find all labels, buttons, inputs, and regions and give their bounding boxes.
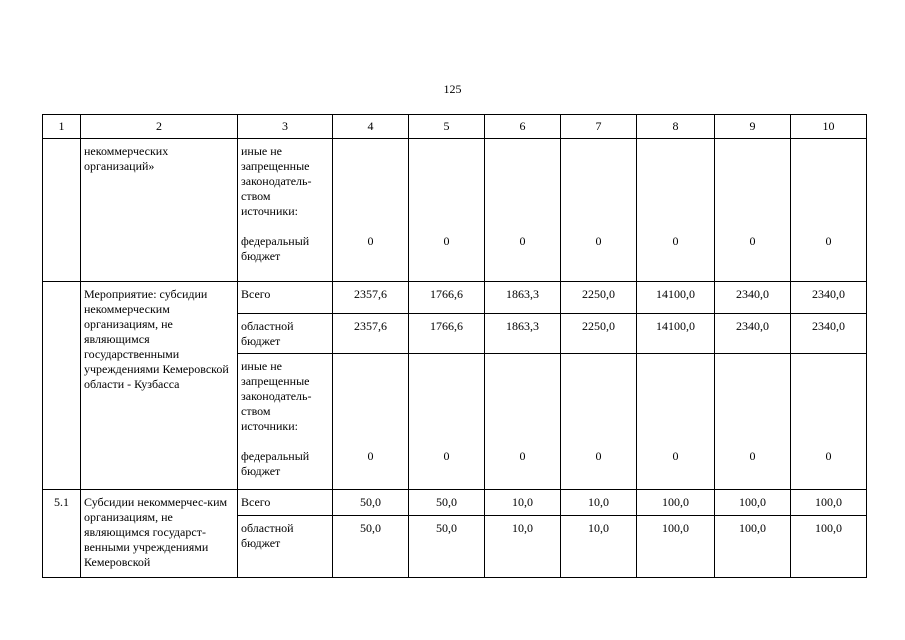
value-cell: 2357,6 [333, 314, 409, 354]
value-cell: 0 [409, 139, 485, 282]
value-cell: 1863,3 [485, 314, 561, 354]
header-cell: 6 [485, 115, 561, 139]
value-cell: 1766,6 [409, 282, 485, 314]
value-cell: 100,0 [715, 490, 791, 516]
value-cell: 100,0 [715, 516, 791, 578]
event-name-cell: Мероприятие: субсидии некоммерческим организациям, не являющимся государственными учреждениями Кемеровской области - Кузбасса [81, 282, 238, 490]
value-cell: 0 [485, 139, 561, 282]
value-cell: 50,0 [333, 516, 409, 578]
source-label: федеральный бюджет [241, 449, 310, 478]
source-cell: областной бюджет [238, 314, 333, 354]
value-cell: 2340,0 [791, 314, 867, 354]
value-cell: 50,0 [333, 490, 409, 516]
value-cell: 2250,0 [561, 282, 637, 314]
row-number-cell: 5.1 [43, 490, 81, 578]
value-cell: 0 [637, 139, 715, 282]
table-row [43, 139, 867, 282]
value-cell: 2340,0 [715, 282, 791, 314]
value-cell: 0 [333, 139, 409, 282]
header-cell: 4 [333, 115, 409, 139]
value-cell: 1863,3 [485, 282, 561, 314]
source-label: федеральный бюджет [241, 234, 310, 263]
header-cell: 1 [43, 115, 81, 139]
row-number-cell [43, 282, 81, 490]
value-cell: 50,0 [409, 490, 485, 516]
table-row [43, 282, 867, 314]
value-cell: 2357,6 [333, 282, 409, 314]
value-cell: 0 [791, 354, 867, 490]
value-cell: 0 [715, 139, 791, 282]
value-cell: 100,0 [791, 516, 867, 578]
source-label: иные не запрещенные законодатель-ством источники: [241, 144, 312, 218]
budget-table [42, 114, 867, 578]
source-cell: Всего [238, 490, 333, 516]
value-cell: 0 [333, 354, 409, 490]
value-cell: 10,0 [485, 516, 561, 578]
value-cell: 0 [561, 139, 637, 282]
value-cell: 0 [485, 354, 561, 490]
value-cell: 50,0 [409, 516, 485, 578]
value-cell: 10,0 [485, 490, 561, 516]
event-name-cell: некоммерческих организаций» [81, 139, 238, 282]
value-cell: 10,0 [561, 490, 637, 516]
value-cell: 100,0 [637, 490, 715, 516]
header-cell: 2 [81, 115, 238, 139]
source-cell [238, 139, 333, 282]
value-cell: 0 [561, 354, 637, 490]
value-cell: 100,0 [791, 490, 867, 516]
value-cell: 10,0 [561, 516, 637, 578]
event-name-cell: Субсидии некоммерчес-ким организациям, не являющимся государст-венными учреждениями Кемеровской [81, 490, 238, 578]
value-cell: 100,0 [637, 516, 715, 578]
header-cell: 7 [561, 115, 637, 139]
header-cell: 10 [791, 115, 867, 139]
row-number-cell [43, 139, 81, 282]
value-cell: 14100,0 [637, 314, 715, 354]
source-cell: областной бюджет [238, 516, 333, 578]
source-cell [238, 354, 333, 490]
value-cell: 0 [715, 354, 791, 490]
source-label: иные не запрещенные законодатель-ством источники: [241, 359, 312, 433]
header-cell: 8 [637, 115, 715, 139]
value-cell: 1766,6 [409, 314, 485, 354]
value-cell: 0 [409, 354, 485, 490]
table-row [43, 490, 867, 516]
header-row [43, 115, 867, 139]
value-cell: 2340,0 [715, 314, 791, 354]
header-cell: 3 [238, 115, 333, 139]
value-cell: 2340,0 [791, 282, 867, 314]
header-cell: 9 [715, 115, 791, 139]
source-cell: Всего [238, 282, 333, 314]
value-cell: 14100,0 [637, 282, 715, 314]
value-cell: 2250,0 [561, 314, 637, 354]
header-cell: 5 [409, 115, 485, 139]
value-cell: 0 [637, 354, 715, 490]
page-number: 125 [443, 82, 462, 96]
value-cell: 0 [791, 139, 867, 282]
